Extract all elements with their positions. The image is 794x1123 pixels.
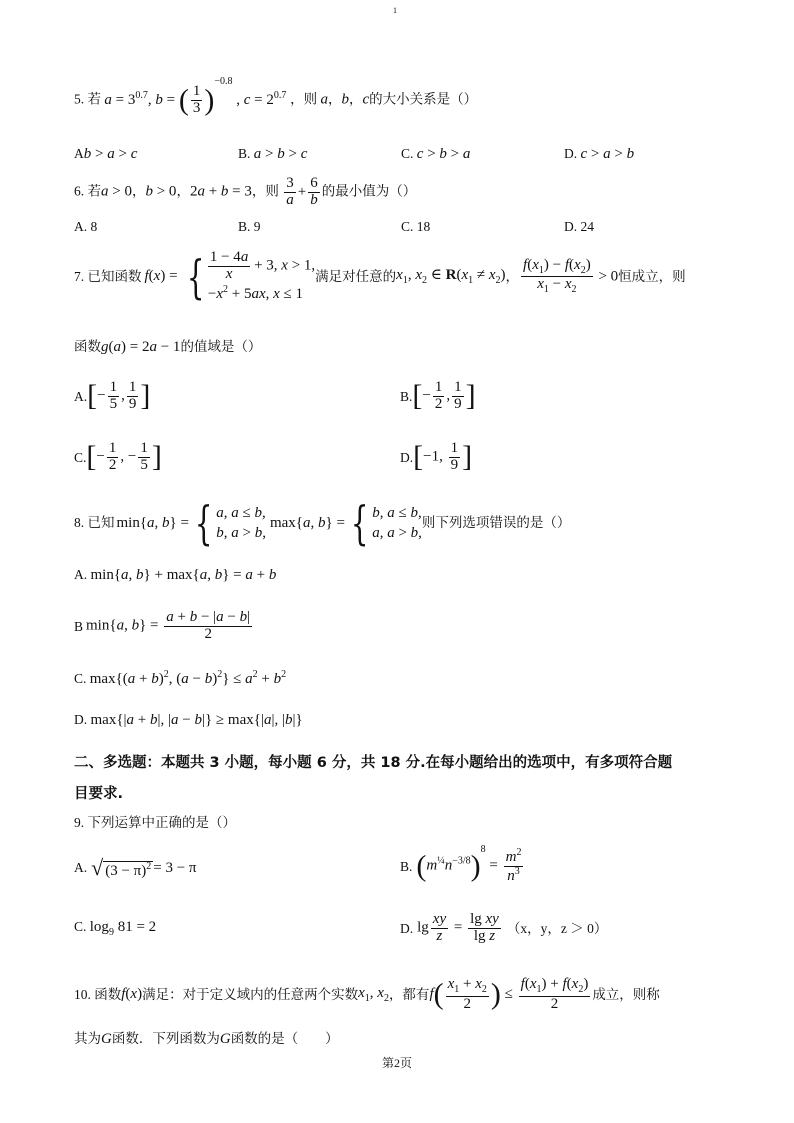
q7-piecewise: { $\frac{1 - 4a}{x}$ + 3, x > 1, $-x^2 + 5ax$, x ≤ 1 [186, 249, 316, 304]
q5-vars: a [320, 91, 328, 108]
q8-option-b[interactable]: B min{a, b} = $\frac{a + b - |a - b|}{2}$ [74, 609, 251, 642]
q5-number: 5. 若 [74, 91, 101, 107]
question-7-stem: 7. 已知函数 f(x) = { $\frac{1 - 4a}{x}$ + 3, x > 1, $-x^2 + 5ax$, x ≤ 1 满足对任意的 $x_1$, $x_2$ ∈ $R(x_1 \ne x_2)$ ， $\frac{f(x_1) - f(x_2)}{x_1 - x_2}$ > 0 恒成立，则 [74, 249, 686, 304]
q5-option-b[interactable]: B. a > b > c [238, 146, 308, 162]
q9-option-d[interactable]: D. lg $\frac{xy}{z}$ = $\frac{\text{lg xy}}{\text{lg z}}$ （x，y，z ＞ 0） [400, 911, 608, 944]
q6-option-d[interactable]: D. 24 [564, 219, 594, 234]
q7-option-b[interactable]: B. [ − $\frac{1}{2}$ , $\frac{1}{9}$ ] [400, 379, 476, 413]
q7-option-d[interactable]: D. [ −1, $\frac{1}{9}$ ] [400, 440, 473, 474]
section-2-heading-line1: 二、多选题：本题共 3 小题，每小题 6 分，共 18 分.在每小题给出的选项中，有多项符合题 [74, 755, 673, 771]
page-footer: 第2页 [382, 1056, 413, 1070]
q5-tail: ，则 [290, 91, 318, 107]
section-2-heading-line2: 目要求. [74, 786, 124, 802]
q6-option-c[interactable]: C. 18 [401, 219, 431, 234]
question-9-stem: 9. 下列运算中正确的是（） [74, 815, 236, 830]
q5-formula: $a = 3^{0.7}$, b = ( $\frac{1}{3}$ )$^{-0.8}$ , $c = 2^{0.7}$ [104, 75, 287, 117]
q9-option-c[interactable]: C. $\log_9 81 = 2$ [74, 919, 157, 938]
question-7-line2: 函数g(a) = 2a − 1的值域是（） [74, 339, 262, 355]
question-8-stem: 8. 已知 min{a, b} = { a, a ≤ b, b, a > b, max{a, b} = { b, a ≤ b, a, a > b, 则下列选项错误的是（） [74, 496, 571, 550]
q5-option-a[interactable]: Ab > a > c [74, 146, 138, 162]
q9-option-b[interactable]: B. $(m^{\frac{1}{4}}n^{-3/8})^8$ = $\frac{m^2}{n^3}$ [400, 843, 522, 884]
question-10-stem: 10. 函数 f(x) 满足：对于定义域内的任意两个实数 $x_1$, $x_2$ ，都有 f( $\frac{x_1 + x_2}{2}$ ) ≤ $\frac{f(x_1) + f(x_2)}{2}$ 成立，则称 [74, 976, 660, 1012]
question-10-line2: 其为G函数．下列函数为G函数的是（ ） [74, 1031, 339, 1047]
q8-option-a[interactable]: A. min{a, b} + max{a, b} = a + b [74, 567, 277, 583]
q6-option-a[interactable]: A. 8 [74, 219, 98, 234]
q7-option-a[interactable]: A. [ − $\frac{1}{5}$ , $\frac{1}{9}$ ] [74, 379, 151, 413]
question-6-stem: 6. 若a > 0，b > 0，2a + b = 3，则 $\frac{3}{a}$ + $\frac{6}{b}$ 的最小值为（） [74, 175, 417, 208]
q6-option-b[interactable]: B. 9 [238, 219, 261, 234]
question-5-stem: 5. 若 $a = 3^{0.7}$, b = ( $\frac{1}{3}$ )$^{-0.8}$ , $c = 2^{0.7}$ ，则 a，b，c的大小关系是（） [74, 75, 478, 117]
q9-option-a[interactable]: A. √ $(3 - \pi)^2$ = 3 − π [74, 855, 197, 880]
header-mark: 1 [393, 6, 397, 15]
q8-option-d[interactable]: D. max{|a + b|, |a − b|} ≥ max{|a|, |b|} [74, 712, 303, 728]
q8-option-c[interactable]: C. $\max\{(a + b)^2$, $(a - b)^2\} \le a^2 + b^2$ [74, 669, 287, 687]
q7-option-c[interactable]: C. [ − $\frac{1}{2}$ , − $\frac{1}{5}$ ] [74, 440, 162, 474]
q5-tail2: 的大小关系是（） [369, 91, 478, 107]
q5-option-c[interactable]: C. c > b > a [401, 146, 471, 162]
q5-option-d[interactable]: D. c > a > b [564, 146, 635, 162]
